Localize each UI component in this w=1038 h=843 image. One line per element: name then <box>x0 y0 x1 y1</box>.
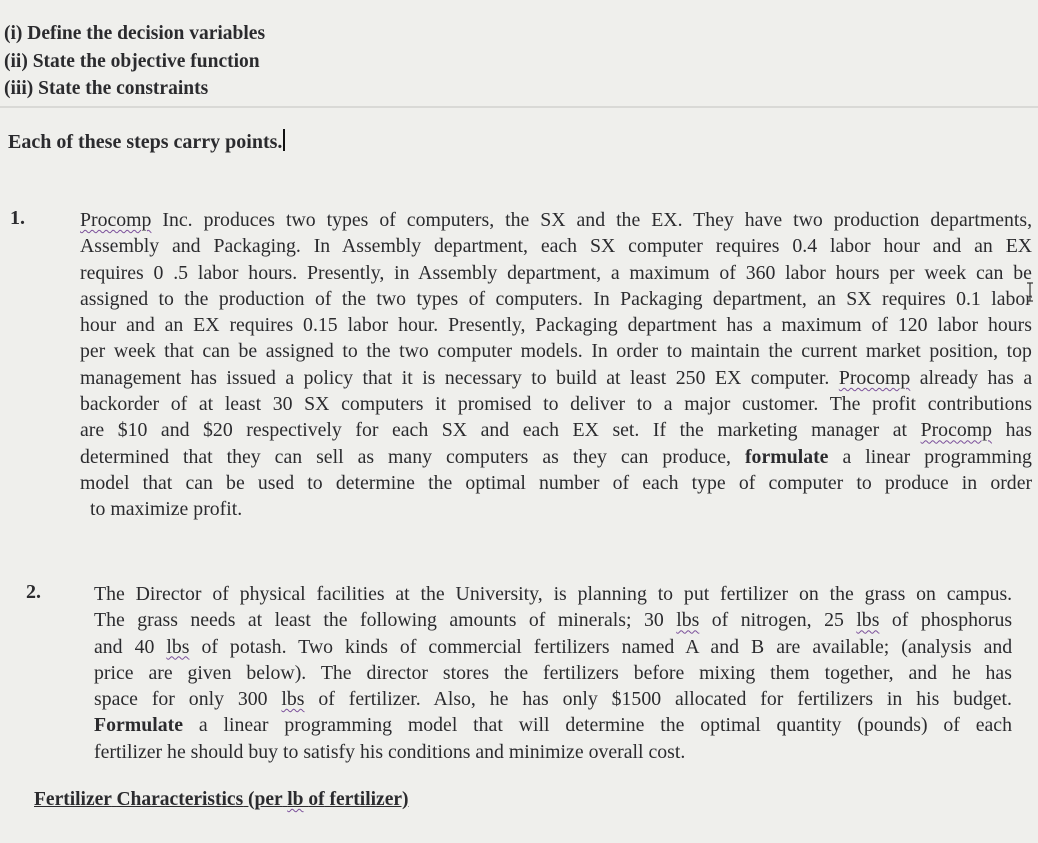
problem-1-text <box>80 207 1032 523</box>
problem-1-line: requires 0 .5 labor hours. Presently, in Assembly department, a maximum of 360 labor hours per week can be <box>80 261 1032 284</box>
problem-1-line: per week that can be assigned to the two computer models. In order to maintain the current market position, top <box>80 340 1032 363</box>
problem-2-line: price are given below). The director stores the fertilizers before mixing them together, and he has <box>94 661 1012 684</box>
points-note[interactable]: Each of these steps carry points. <box>8 129 285 154</box>
problem-2-text <box>94 581 1012 765</box>
problem-1-line: model that can be used to determine the optimal number of each type of computer to produce in order <box>80 471 1033 494</box>
problem-2-line: The Director of physical facilities at the University, is planning to put fertilizer on the grass on campus. <box>94 583 1013 605</box>
problem-1-line: determined that they can sell as many computers as they can produce, formulate a linear programming <box>80 445 1032 468</box>
step-define-variables: (i) Define the decision variables <box>4 23 266 44</box>
problem-1-number: 1. <box>10 207 25 229</box>
problem-2-line: space for only 300 lbs of fertilizer. Also, he has only $1500 allocated for fertilizers in his budget. <box>94 688 1012 711</box>
problem-1-line: to maximize profit. <box>90 498 243 521</box>
problem-2-line: and 40 lbs of potash. Two kinds of commercial fertilizers named A and B are available; (analysis and <box>94 635 1013 658</box>
text-cursor <box>283 129 285 151</box>
problem-1-line: are $10 and $20 respectively for each SX and each EX set. If the marketing manager at Procomp has <box>80 419 1032 442</box>
problem-1-line: Procomp Inc. produces two types of computers, the SX and the EX. They have two production departments, <box>80 209 1033 231</box>
divider <box>0 106 1038 108</box>
problem-1-line: backorder of at least 30 SX computers it promised to deliver to a major customer. The profit contributions <box>80 393 1033 416</box>
problem-1-line: hour and an EX requires 0.15 labor hour. Presently, Packaging department has a maximum of 120 labor hours <box>80 314 1032 337</box>
step-objective-function: (ii) State the objective function <box>4 50 260 72</box>
problem-2-line: Formulate a linear programming model that will determine the optimal quantity (pounds) of each <box>94 714 1012 737</box>
i-beam-cursor-icon <box>1026 282 1034 302</box>
problem-2-line: The grass needs at least the following amounts of minerals; 30 lbs of nitrogen, 25 lbs of phosphorus <box>94 609 1013 632</box>
problem-1-line: management has issued a policy that it is necessary to build at least 250 EX computer. Procomp already has a <box>80 366 1033 389</box>
problem-2-number: 2. <box>26 581 41 603</box>
fertilizer-table-heading: Fertilizer Characteristics (per lb of fertilizer) <box>34 789 409 810</box>
problem-1-line: Assembly and Packaging. In Assembly department, each SX computer requires 0.4 labor hour and an EX <box>80 235 1033 258</box>
problem-1-line: assigned to the production of the two types of computers. In Packaging department, an SX requires 0.1 labor <box>80 287 1032 310</box>
step-constraints: (iii) State the constraints <box>4 78 209 99</box>
problem-2-line: fertilizer he should buy to satisfy his conditions and minimize overall cost. <box>94 740 686 763</box>
steps-list <box>4 20 265 103</box>
